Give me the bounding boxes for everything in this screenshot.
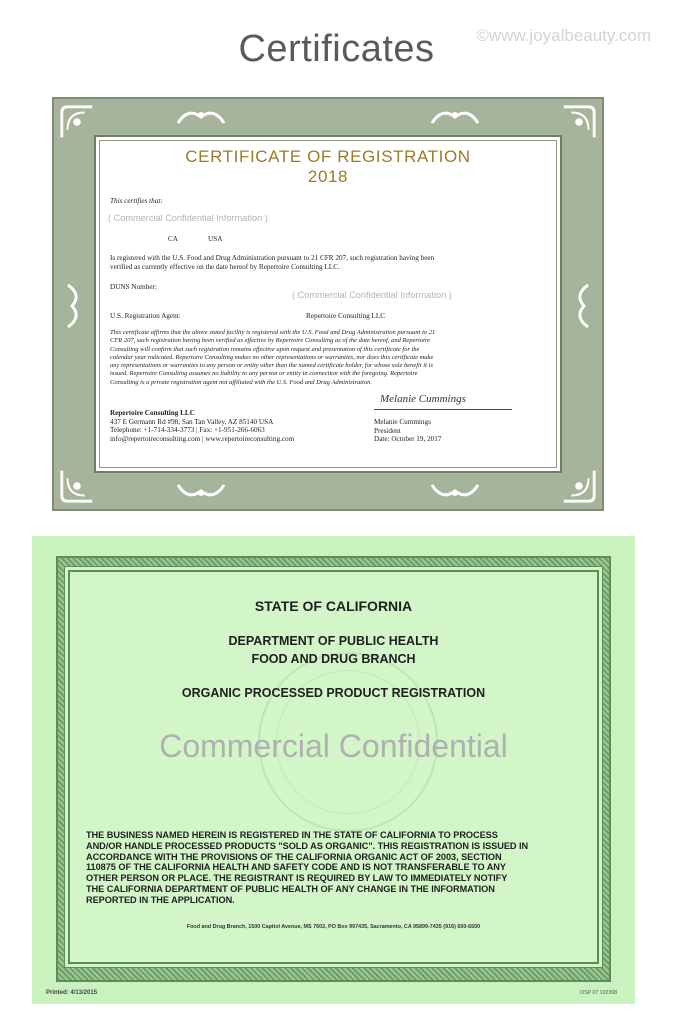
certificate-title: CERTIFICATE OF REGISTRATION 2018 (185, 147, 471, 186)
program-heading: ORGANIC PROCESSED PRODUCT REGISTRATION (181, 686, 486, 700)
confidential-info: ( Commercial Confidential Information ) (292, 290, 452, 300)
duns-label: DUNS Number: (110, 283, 157, 291)
state-heading: STATE OF CALIFORNIA (254, 598, 413, 614)
certifies-label: This certifies that: (110, 197, 163, 205)
state-value: CA (168, 235, 178, 243)
registration-body-text: THE BUSINESS NAMED HEREIN IS REGISTERED IN THE STATE OF CALIFORNIA TO PROCESS AND/OR HANDLE PROCESSED PRODUCTS "SOLD AS ORGANIC". THIS REGISTRATION IS ISSUED IN ACCORDANCE WITH THE PROVISIONS OF THE CALIFORNIA ORGANIC ACT OF 2003, SECTION 110875 OF THE CALIFORNIA HEALTH AND SAFETY CODE AND IS NOT TRANSFERABLE TO ANY OTHER PERSON OR PLACE. THE REGISTRANT IS REQUIRED BY LAW TO IMMEDIATELY NOTIFY THE CALIFORNIA DEPARTMENT OF PUBLIC HEALTH OF ANY CHANGE IN THE INFORMATION REPORTED IN THE APPLICATION. (86, 830, 529, 905)
agent-value: Repertoire Consulting LLC (306, 312, 386, 320)
agent-label: U.S. Registration Agent: (110, 312, 181, 320)
confidential-overlay: Commercial Confidential (159, 728, 508, 764)
country-value: USA (208, 235, 223, 243)
side-ornament-icon (62, 281, 86, 331)
printed-date: Printed: 4/13/2015 (46, 990, 98, 996)
certificate-of-registration (52, 97, 604, 511)
scroll-ornament-icon (428, 479, 482, 503)
corner-ornament-icon (560, 103, 598, 141)
signature: Melanie Cummings (380, 393, 466, 405)
branch-address: Food and Drug Branch, 1500 Capitol Avenue, MS 7602, PO Box 997435, Sacramento, CA 95899-7435 (916) 650-6500 (186, 924, 481, 930)
certificate-body (94, 135, 562, 473)
scroll-ornament-icon (428, 105, 482, 129)
signer-block: Melanie Cummings President Date: October 19, 2017 (374, 418, 442, 444)
disclaimer-text: This certificate affirms that the above stated facility is registered with the U.S. Food and Drug Administration pursuant to 21 CFR 207, such registration having been verified as effective by Repertoire Consulting as of the date hereof, and Repertoire Consulting will confirm that such registration remains effective upon request and presentation of this certificate for the calendar year indicated. Repertoire Consulting makes no other representations or warranties, nor does this certificate make any representations or warranties to any person or entity other than the named certificate holder, for whose sole benefit it is issued. Repertoire Consulting assumes no liability to any person or entity in connection with the foregoing. Repertoire Consulting is a private registration agent not affiliated with the U.S. Food and Drug Administration. (110, 329, 436, 386)
confidential-info: ( Commercial Confidential Information ) (108, 213, 268, 223)
branch-heading: FOOD AND DRUG BRANCH (251, 652, 416, 666)
corner-ornament-icon (58, 467, 96, 505)
department-heading: DEPARTMENT OF PUBLIC HEALTH (228, 634, 439, 648)
corner-ornament-icon (58, 103, 96, 141)
form-code: OSP 07 102308 (580, 990, 617, 996)
signature-line (374, 409, 512, 410)
scroll-ornament-icon (174, 105, 228, 129)
watermark-text: ©www.joyalbeauty.com (476, 26, 651, 45)
california-organic-registration (32, 536, 635, 1004)
registration-statement: Is registered with the U.S. Food and Drug Administration pursuant to 21 CFR 207, such registration having been verified as currently effective on the date hereof by Repertoire Consulting LLC. (110, 254, 435, 271)
side-ornament-icon (570, 281, 594, 331)
scroll-ornament-icon (174, 479, 228, 503)
page-title: Certificates (238, 28, 435, 70)
certificate-body (68, 570, 599, 964)
company-block: Repertoire Consulting LLC 437 E Germann Rd #98, San Tan Valley, AZ 85140 USA Telephone: +1-714-334-3773 | Fax: +1-951-266-6063 info@repertoireconsulting.com | www.repertoireconsulting.com (110, 409, 295, 443)
corner-ornament-icon (560, 467, 598, 505)
